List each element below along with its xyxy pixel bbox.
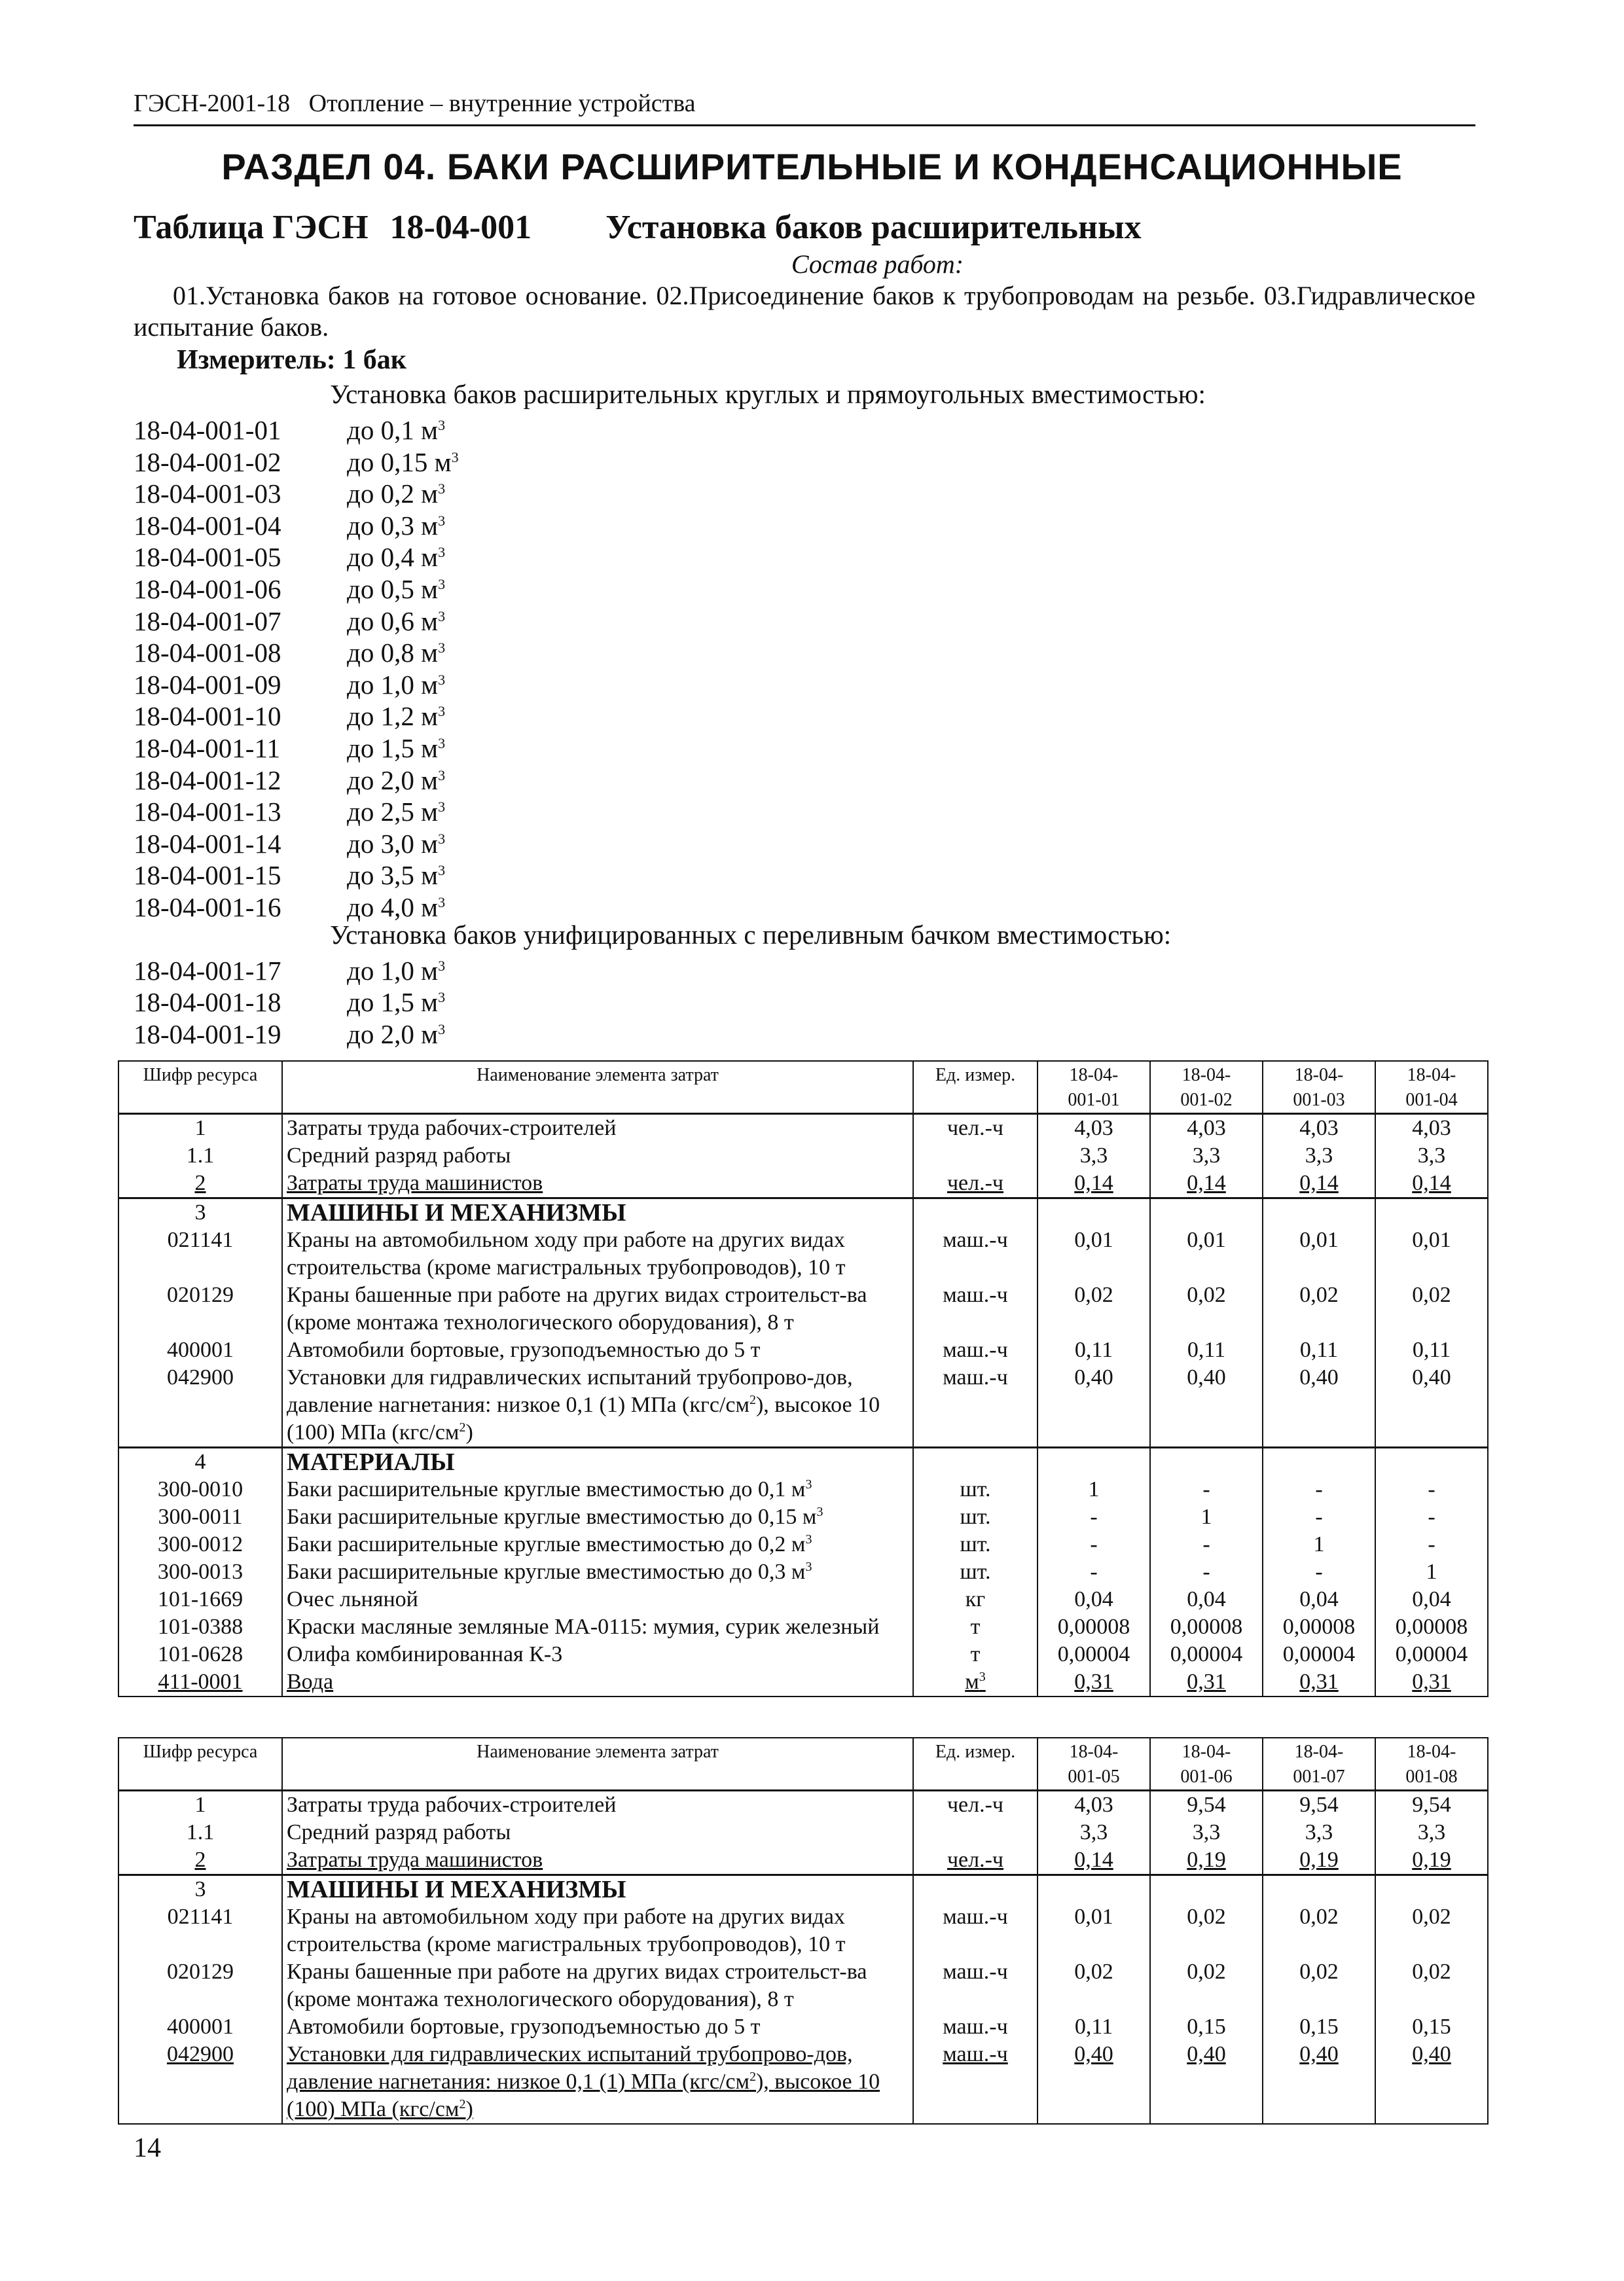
resource-value: 1: [1038, 1476, 1150, 1503]
resource-value: 0,00008: [1038, 1613, 1150, 1641]
header-norm-column: 18-04- 001-04: [1375, 1061, 1488, 1114]
resource-unit: т: [913, 1613, 1038, 1641]
resource-value: 0,11: [1150, 1337, 1263, 1364]
norm-code-row: [134, 473, 1475, 509]
table-row: [118, 2041, 1488, 2124]
norm-code-row: [134, 569, 1475, 604]
table-row: [118, 1668, 1488, 1697]
resource-unit: кг: [913, 1586, 1038, 1613]
norm-capacity: до 0,3 $м^3$: [347, 510, 446, 541]
norm-code: 18-04-001-03: [134, 478, 281, 509]
resource-code: 300-0011: [118, 1503, 282, 1531]
resource-value: 0,00008: [1375, 1613, 1488, 1641]
resource-code: 400001: [118, 1337, 282, 1364]
norm-capacity: до 0,5 $м^3$: [347, 573, 446, 604]
norm-code-row: [134, 664, 1475, 700]
resource-value: 0,11: [1375, 1337, 1488, 1364]
resource-value: 3,3: [1038, 1819, 1150, 1846]
table-header-row: [118, 1738, 1488, 1791]
resource-value: 3,3: [1375, 1819, 1488, 1846]
resource-value: 0,40: [1263, 1364, 1375, 1448]
resource-code: 020129: [118, 1958, 282, 2013]
resource-value: -: [1038, 1531, 1150, 1558]
resource-value: 1: [1150, 1503, 1263, 1531]
resource-name: Баки расширительные круглые вместимостью до 0,1 $м^3$: [282, 1476, 913, 1503]
resource-name: Затраты труда машинистов: [282, 1846, 913, 1875]
resource-code: 020129: [118, 1282, 282, 1337]
resource-value: 0,11: [1263, 1337, 1375, 1364]
resource-value: 1: [1375, 1558, 1488, 1586]
resource-value: 3,3: [1375, 1142, 1488, 1170]
norm-code: 18-04-001-19: [134, 1018, 281, 1049]
resource-value: 0,02: [1263, 1282, 1375, 1337]
resource-code: 1: [118, 1114, 282, 1143]
norm-code: 18-04-001-01: [134, 415, 281, 445]
resource-unit: шт.: [913, 1558, 1038, 1586]
resource-name: Краны на автомобильном ходу при работе на других видах строительства (кроме магистральных трубопроводов), 10 т: [282, 1903, 913, 1958]
resource-code: 300-0013: [118, 1558, 282, 1586]
resource-value: -: [1375, 1476, 1488, 1503]
resource-value: 0,00004: [1150, 1641, 1263, 1668]
norm-code-row: [134, 505, 1475, 541]
composition-label: Состав работ:: [791, 249, 964, 279]
table-row: [118, 1198, 1488, 1227]
resource-value: 3,3: [1150, 1819, 1263, 1846]
table-row: [118, 1903, 1488, 1958]
resource-code: 2: [118, 1846, 282, 1875]
resource-value: 9,54: [1263, 1791, 1375, 1820]
norm-code: 18-04-001-05: [134, 542, 281, 573]
resource-value: 0,00004: [1375, 1641, 1488, 1668]
resource-name: МАШИНЫ И МЕХАНИЗМЫ: [282, 1198, 913, 1227]
resource-value: 0,31: [1375, 1668, 1488, 1697]
resource-code: 300-0012: [118, 1531, 282, 1558]
resource-name: Краны башенные при работе на других видах строительст-ва (кроме монтажа технологического оборудования), 8 т: [282, 1282, 913, 1337]
resource-code: 4: [118, 1448, 282, 1477]
resource-unit: маш.-ч: [913, 1337, 1038, 1364]
table-row: [118, 1337, 1488, 1364]
table-row: [118, 1170, 1488, 1198]
resource-code: 1: [118, 1791, 282, 1820]
resource-value: -: [1150, 1558, 1263, 1586]
resource-unit: шт.: [913, 1476, 1038, 1503]
header-rule: [134, 124, 1475, 126]
resource-value: 0,04: [1375, 1586, 1488, 1613]
resource-code: 411-0001: [118, 1668, 282, 1697]
table-row: [118, 1448, 1488, 1477]
resource-value: [1263, 1448, 1375, 1477]
resource-code: 2: [118, 1170, 282, 1198]
table-row: [118, 1558, 1488, 1586]
resource-value: 0,02: [1150, 1903, 1263, 1958]
resource-unit: $м^3$: [913, 1668, 1038, 1697]
resource-code: 021141: [118, 1227, 282, 1282]
resource-value: [1375, 1875, 1488, 1904]
table-title-number: 18-04-001: [389, 209, 532, 246]
norm-code-row: [134, 632, 1475, 668]
resource-value: [1263, 1875, 1375, 1904]
resource-value: 0,00008: [1263, 1613, 1375, 1641]
resource-unit: маш.-ч: [913, 2041, 1038, 2124]
norm-code: 18-04-001-09: [134, 669, 281, 700]
resource-unit: [913, 1142, 1038, 1170]
composition-text: 01.Установка баков на готовое основание. 02.Присоединение баков к трубопроводам на резьбе. 03.Гидравлическое испытание баков.: [134, 281, 1475, 342]
resource-value: 0,04: [1263, 1586, 1375, 1613]
resource-code: 042900: [118, 2041, 282, 2124]
resource-name: Затраты труда рабочих-строителей: [282, 1791, 913, 1820]
table-row: [118, 1364, 1488, 1448]
table-header-row: [118, 1061, 1488, 1114]
norm-code-row: [134, 442, 1475, 477]
header-norm-column: 18-04- 001-06: [1150, 1738, 1263, 1791]
resource-value: 3,3: [1263, 1819, 1375, 1846]
resource-value: 3,3: [1150, 1142, 1263, 1170]
resource-value: 0,40: [1150, 1364, 1263, 1448]
resource-name: Баки расширительные круглые вместимостью до 0,15 $м^3$: [282, 1503, 913, 1531]
norm-capacity: до 0,15 $м^3$: [347, 446, 459, 477]
norm-code-row: [134, 982, 1475, 1018]
resource-value: 3,3: [1038, 1142, 1150, 1170]
resource-value: [1375, 1198, 1488, 1227]
resource-value: 4,03: [1038, 1791, 1150, 1820]
resource-unit: маш.-ч: [913, 2013, 1038, 2041]
resource-table-2: [118, 1737, 1489, 2125]
resource-value: 0,15: [1150, 2013, 1263, 2041]
resource-value: 0,01: [1038, 1227, 1150, 1282]
norm-code: 18-04-001-15: [134, 860, 281, 891]
norm-code-row: [134, 410, 1475, 445]
resource-value: -: [1263, 1476, 1375, 1503]
header-norm-column: 18-04- 001-02: [1150, 1061, 1263, 1114]
header-code: Шифр ресурса: [118, 1738, 282, 1791]
resource-value: 9,54: [1375, 1791, 1488, 1820]
header-name: Наименование элемента затрат: [282, 1061, 913, 1114]
resource-unit: маш.-ч: [913, 1364, 1038, 1448]
resource-unit: чел.-ч: [913, 1846, 1038, 1875]
norm-code: 18-04-001-06: [134, 573, 281, 604]
norm-capacity: до 0,1 $м^3$: [347, 415, 446, 445]
resource-code: 400001: [118, 2013, 282, 2041]
resource-name: Баки расширительные круглые вместимостью до 0,3 $м^3$: [282, 1558, 913, 1586]
resource-value: 0,02: [1150, 1282, 1263, 1337]
resource-code: 101-0388: [118, 1613, 282, 1641]
resource-code: 021141: [118, 1903, 282, 1958]
resource-value: 0,01: [1038, 1903, 1150, 1958]
running-header: [134, 89, 1475, 118]
norm-code-row: [134, 950, 1475, 986]
norm-capacity: до 2,5 $м^3$: [347, 797, 446, 827]
resource-value: 4,03: [1263, 1114, 1375, 1143]
resource-value: 0,14: [1038, 1846, 1150, 1875]
table-row: [118, 1227, 1488, 1282]
norm-capacity: до 1,5 $м^3$: [347, 732, 446, 763]
table-row: [118, 1586, 1488, 1613]
table-row: [118, 1531, 1488, 1558]
resource-name: Установки для гидравлических испытаний трубопрово-дов, давление нагнетания: низкое 0,1 (1) МПа $(кгс/см^2)$, высокое 10 (100) МПа $(кгс/см^2)$: [282, 2041, 913, 2124]
norm-code-list: [134, 378, 1475, 1049]
resource-value: 0,11: [1038, 1337, 1150, 1364]
resource-code: 300-0010: [118, 1476, 282, 1503]
resource-value: 0,02: [1263, 1903, 1375, 1958]
resource-name: Олифа комбинированная К-3: [282, 1641, 913, 1668]
resource-unit: чел.-ч: [913, 1170, 1038, 1198]
norm-code: 18-04-001-04: [134, 510, 281, 541]
resource-unit: маш.-ч: [913, 1903, 1038, 1958]
table-row: [118, 1503, 1488, 1531]
resource-code: 3: [118, 1198, 282, 1227]
resource-value: [1375, 1448, 1488, 1477]
norm-code-row: [134, 696, 1475, 732]
header-unit: Ед. измер.: [913, 1738, 1038, 1791]
resource-value: 0,00004: [1263, 1641, 1375, 1668]
resource-value: 0,02: [1038, 1282, 1150, 1337]
norm-code-row: [134, 887, 1475, 922]
norm-code: 18-04-001-16: [134, 891, 281, 922]
norm-code: 18-04-001-18: [134, 987, 281, 1018]
resource-value: 0,40: [1375, 1364, 1488, 1448]
resource-value: 0,15: [1375, 2013, 1488, 2041]
norm-capacity: до 3,5 $м^3$: [347, 860, 446, 891]
table-row: [118, 1114, 1488, 1143]
norm-capacity: до 3,0 $м^3$: [347, 828, 446, 859]
header-norm-column: 18-04- 001-08: [1375, 1738, 1488, 1791]
resource-unit: т: [913, 1641, 1038, 1668]
norm-capacity: до 4,0 $м^3$: [347, 891, 446, 922]
resource-name: Затраты труда машинистов: [282, 1170, 913, 1198]
header-norm-column: 18-04- 001-07: [1263, 1738, 1375, 1791]
resource-value: -: [1263, 1558, 1375, 1586]
resource-name: Очес льняной: [282, 1586, 913, 1613]
header-norm-column: 18-04- 001-05: [1038, 1738, 1150, 1791]
table-row: [118, 1791, 1488, 1820]
norm-capacity: до 0,8 $м^3$: [347, 638, 446, 668]
norm-code: 18-04-001-02: [134, 446, 281, 477]
resource-value: [1038, 1198, 1150, 1227]
resource-value: 3,3: [1263, 1142, 1375, 1170]
resource-value: [1150, 1875, 1263, 1904]
resource-value: 0,02: [1150, 1958, 1263, 2013]
resource-code: 3: [118, 1875, 282, 1904]
resource-value: 0,02: [1375, 1958, 1488, 2013]
resource-value: 0,04: [1038, 1586, 1150, 1613]
resource-value: 0,40: [1038, 2041, 1150, 2124]
resource-value: -: [1038, 1503, 1150, 1531]
resource-value: [1150, 1198, 1263, 1227]
resource-value: 0,02: [1375, 1903, 1488, 1958]
resource-value: -: [1150, 1531, 1263, 1558]
resource-unit: маш.-ч: [913, 1958, 1038, 2013]
resource-unit: маш.-ч: [913, 1282, 1038, 1337]
norm-capacity: до 0,2 $м^3$: [347, 478, 446, 509]
table-row: [118, 1476, 1488, 1503]
header-norm-column: 18-04- 001-03: [1263, 1061, 1375, 1114]
resource-value: 1: [1263, 1531, 1375, 1558]
resource-name: Автомобили бортовые, грузоподъемностью до 5 т: [282, 2013, 913, 2041]
norm-capacity: до 2,0 $м^3$: [347, 764, 446, 795]
norm-code-row: [134, 791, 1475, 827]
group-heading-2: Установка баков унифицированных с переливным бачком вместимостью:: [330, 919, 1172, 950]
resource-value: 0,19: [1263, 1846, 1375, 1875]
norm-code: 18-04-001-12: [134, 764, 281, 795]
table-title-name: Установка баков расширительных: [605, 209, 1142, 246]
resource-value: 0,04: [1150, 1586, 1263, 1613]
resource-value: [1263, 1198, 1375, 1227]
norm-capacity: до 2,0 $м^3$: [347, 1018, 446, 1049]
norm-code-row: [134, 823, 1475, 859]
resource-table-1: [118, 1060, 1489, 1697]
resource-value: 0,00004: [1038, 1641, 1150, 1668]
resource-value: [1150, 1448, 1263, 1477]
resource-value: 0,14: [1263, 1170, 1375, 1198]
resource-name: Средний разряд работы: [282, 1819, 913, 1846]
table-row: [118, 1958, 1488, 2013]
resource-value: -: [1038, 1558, 1150, 1586]
norm-code-row: [134, 537, 1475, 573]
resource-value: -: [1375, 1531, 1488, 1558]
resource-value: 0,40: [1038, 1364, 1150, 1448]
resource-name: Краны башенные при работе на других видах строительст-ва (кроме монтажа технологического оборудования), 8 т: [282, 1958, 913, 2013]
group-heading-1: Установка баков расширительных круглых и прямоугольных вместимостью:: [330, 379, 1206, 409]
resource-value: 0,00008: [1150, 1613, 1263, 1641]
resource-unit: шт.: [913, 1531, 1038, 1558]
norm-code: 18-04-001-17: [134, 955, 281, 986]
resource-unit: [913, 1448, 1038, 1477]
resource-unit: [913, 1198, 1038, 1227]
resource-value: 0,31: [1150, 1668, 1263, 1697]
resource-value: 0,14: [1375, 1170, 1488, 1198]
norm-capacity: до 1,0 $м^3$: [347, 955, 446, 986]
resource-value: -: [1150, 1476, 1263, 1503]
resource-value: 0,02: [1375, 1282, 1488, 1337]
page-number: 14: [134, 2133, 161, 2163]
norm-code: 18-04-001-13: [134, 797, 281, 827]
resource-value: 0,19: [1150, 1846, 1263, 1875]
header-title: Отопление – внутренние устройства: [308, 90, 696, 117]
norm-code: 18-04-001-14: [134, 828, 281, 859]
resource-value: 0,19: [1375, 1846, 1488, 1875]
resource-value: [1038, 1448, 1150, 1477]
resource-unit: чел.-ч: [913, 1791, 1038, 1820]
norm-code: 18-04-001-10: [134, 701, 281, 732]
resource-value: 9,54: [1150, 1791, 1263, 1820]
header-name: Наименование элемента затрат: [282, 1738, 913, 1791]
resource-name: Средний разряд работы: [282, 1142, 913, 1170]
resource-code: 042900: [118, 1364, 282, 1448]
norm-capacity: до 0,6 $м^3$: [347, 605, 446, 636]
resource-value: 0,14: [1038, 1170, 1150, 1198]
resource-value: 0,31: [1038, 1668, 1150, 1697]
table-row: [118, 1819, 1488, 1846]
resource-code: 1.1: [118, 1819, 282, 1846]
norm-capacity: до 1,2 $м^3$: [347, 701, 446, 732]
resource-value: 4,03: [1150, 1114, 1263, 1143]
header-norm-column: 18-04- 001-01: [1038, 1061, 1150, 1114]
resource-code: 101-1669: [118, 1586, 282, 1613]
resource-value: 0,14: [1150, 1170, 1263, 1198]
table-title: [134, 208, 1142, 247]
resource-unit: маш.-ч: [913, 1227, 1038, 1282]
norm-code-row: [134, 855, 1475, 891]
resource-name: Автомобили бортовые, грузоподъемностью до 5 т: [282, 1337, 913, 1364]
table-title-prefix: Таблица ГЭСН: [134, 209, 369, 246]
resource-value: 0,11: [1038, 2013, 1150, 2041]
table-row: [118, 1613, 1488, 1641]
header-doc-code: ГЭСН-2001-18: [134, 90, 291, 117]
resource-unit: чел.-ч: [913, 1114, 1038, 1143]
table-row: [118, 1142, 1488, 1170]
resource-value: -: [1263, 1503, 1375, 1531]
norm-code: 18-04-001-07: [134, 605, 281, 636]
resource-value: 0,40: [1263, 2041, 1375, 2124]
norm-code-row: [134, 1014, 1475, 1049]
resource-unit: [913, 1875, 1038, 1904]
resource-value: 0,01: [1263, 1227, 1375, 1282]
table-row: [118, 1875, 1488, 1904]
resource-unit: шт.: [913, 1503, 1038, 1531]
table-row: [118, 1846, 1488, 1875]
resource-name: Вода: [282, 1668, 913, 1697]
resource-value: 0,02: [1263, 1958, 1375, 2013]
resource-name: Баки расширительные круглые вместимостью до 0,2 $м^3$: [282, 1531, 913, 1558]
resource-value: 0,02: [1038, 1958, 1150, 2013]
measure-unit: Измеритель: 1 бак: [177, 345, 406, 375]
resource-value: 4,03: [1375, 1114, 1488, 1143]
resource-value: 0,40: [1150, 2041, 1263, 2124]
header-code: Шифр ресурса: [118, 1061, 282, 1114]
resource-value: [1038, 1875, 1150, 1904]
resource-name: МАШИНЫ И МЕХАНИЗМЫ: [282, 1875, 913, 1904]
resource-value: 0,31: [1263, 1668, 1375, 1697]
resource-value: -: [1375, 1503, 1488, 1531]
norm-capacity: до 0,4 $м^3$: [347, 542, 446, 573]
resource-name: Краны на автомобильном ходу при работе на других видах строительства (кроме магистральных трубопроводов), 10 т: [282, 1227, 913, 1282]
norm-code-row: [134, 760, 1475, 795]
table-row: [118, 2013, 1488, 2041]
resource-name: Краски масляные земляные МА-0115: мумия, сурик железный: [282, 1613, 913, 1641]
section-title: РАЗДЕЛ 04. БАКИ РАСШИРИТЕЛЬНЫЕ И КОНДЕНСАЦИОННЫЕ: [221, 146, 1403, 187]
resource-name: МАТЕРИАЛЫ: [282, 1448, 913, 1477]
norm-code-row: [134, 601, 1475, 636]
table-row: [118, 1641, 1488, 1668]
resource-value: 0,01: [1375, 1227, 1488, 1282]
header-unit: Ед. измер.: [913, 1061, 1038, 1114]
norm-code: 18-04-001-08: [134, 638, 281, 668]
resource-name: Затраты труда рабочих-строителей: [282, 1114, 913, 1143]
resource-unit: [913, 1819, 1038, 1846]
table-row: [118, 1282, 1488, 1337]
norm-code-row: [134, 728, 1475, 763]
norm-capacity: до 1,5 $м^3$: [347, 987, 446, 1018]
norm-capacity: до 1,0 $м^3$: [347, 669, 446, 700]
resource-value: 0,40: [1375, 2041, 1488, 2124]
resource-value: 0,01: [1150, 1227, 1263, 1282]
resource-value: 0,15: [1263, 2013, 1375, 2041]
resource-name: Установки для гидравлических испытаний трубопрово-дов, давление нагнетания: низкое 0,1 (1) МПа $(кгс/см^2)$, высокое 10 (100) МПа $(кгс/см^2)$: [282, 1364, 913, 1448]
norm-code: 18-04-001-11: [134, 732, 280, 763]
resource-value: 4,03: [1038, 1114, 1150, 1143]
resource-code: 101-0628: [118, 1641, 282, 1668]
resource-code: 1.1: [118, 1142, 282, 1170]
